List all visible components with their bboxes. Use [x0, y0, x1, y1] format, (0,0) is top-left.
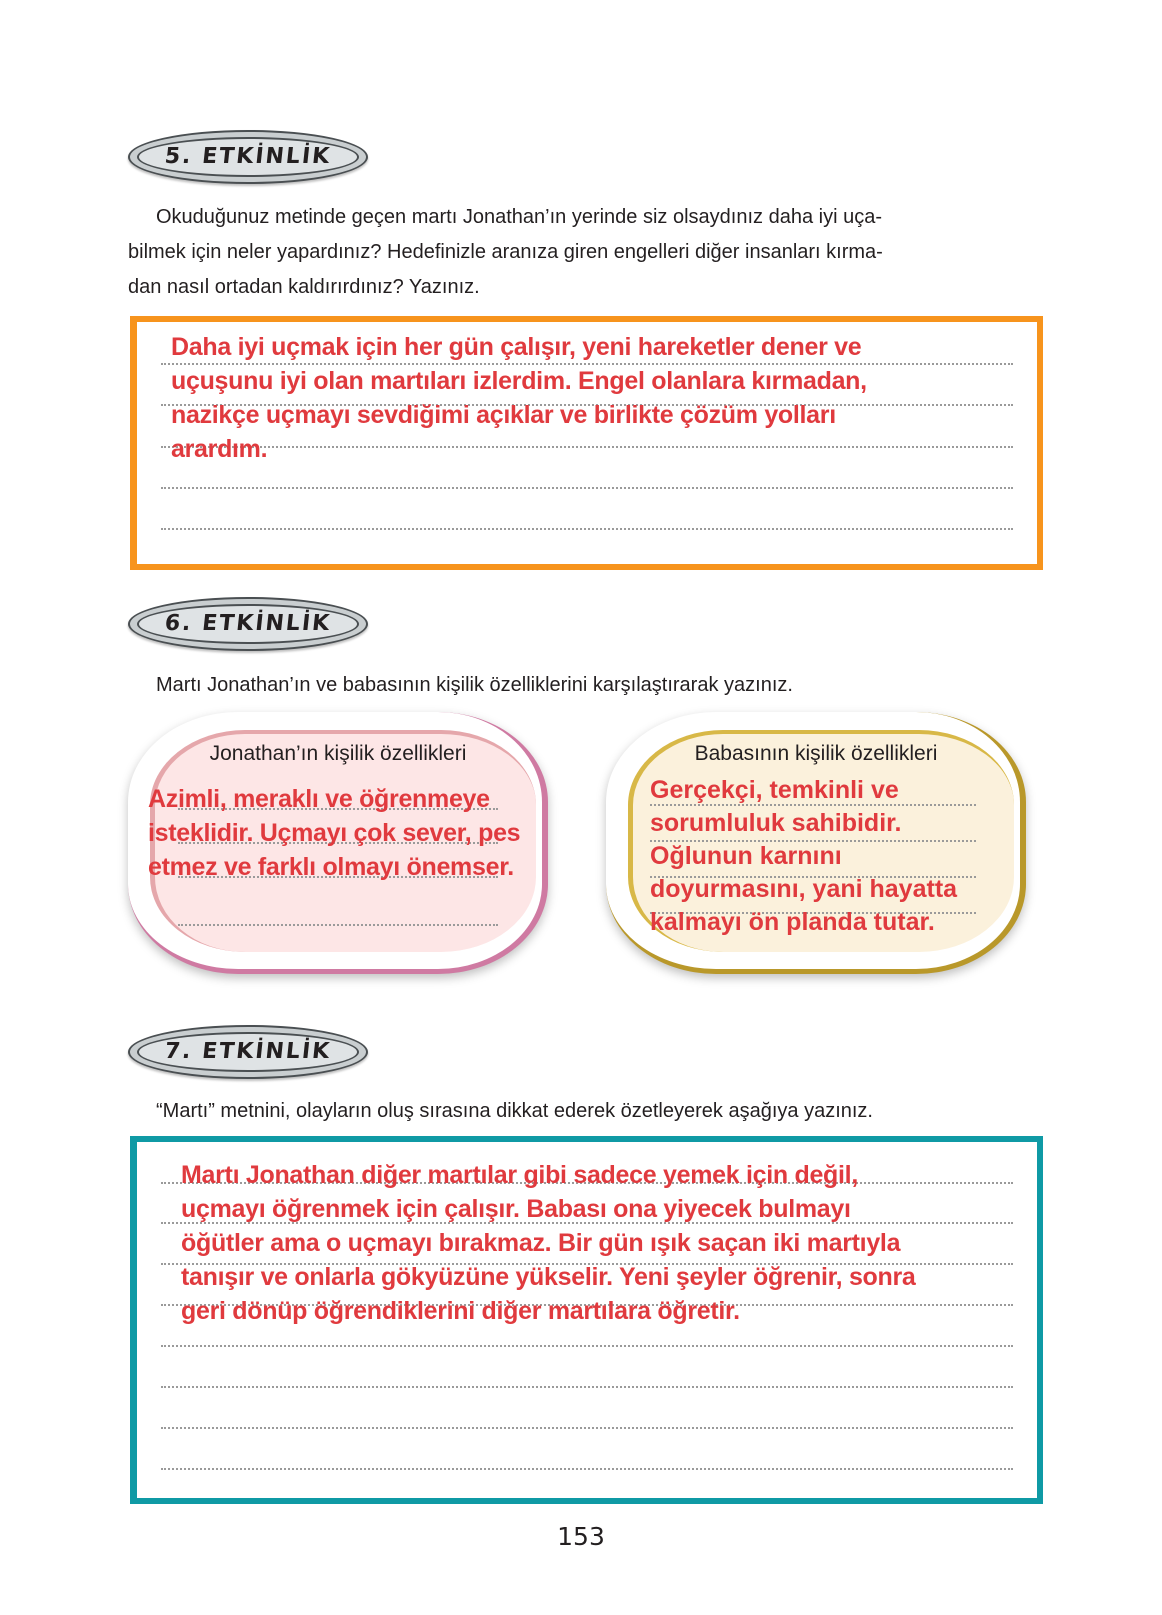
writing-line — [161, 1427, 1013, 1429]
answer-line: nazikçe uçmayı sevdiğimi açıklar ve birlikte çözüm yolları — [171, 401, 836, 429]
activity-6-badge — [128, 597, 368, 651]
answer-line: isteklidir. Uçmayı çok sever, pes — [148, 819, 521, 847]
answer-line: uçuşunu iyi olan martıları izlerdim. Engel olanlara kırmadan, — [171, 367, 867, 395]
instruction-line: dan nasıl ortadan kaldırırdınız? Yazınız. — [128, 276, 480, 298]
answer-line: uçmayı öğrenmek için çalışır. Babası ona yiyecek bulmayı — [181, 1195, 851, 1223]
jonathan-traits-bubble[interactable] — [128, 712, 548, 974]
activity-5-answer-box[interactable] — [130, 316, 1043, 570]
writing-line — [161, 487, 1013, 489]
writing-line — [178, 924, 498, 926]
activity-6-title: 6. ETKİNLİK — [163, 611, 333, 636]
activity-5-instruction — [128, 200, 1036, 305]
activity-7-answer — [181, 1158, 916, 1328]
answer-line: etmez ve farklı olmayı önemser. — [148, 853, 514, 881]
activity-7-answer-box[interactable] — [130, 1136, 1043, 1504]
father-traits-bubble[interactable] — [606, 712, 1026, 974]
instruction-line: Okuduğunuz metinde geçen martı Jonathan’ın yerinde siz olsaydınız daha iyi uça- — [156, 206, 882, 228]
father-traits-title: Babasının kişilik özellikleri — [694, 742, 938, 765]
answer-line: doyurmasını, yani hayatta — [650, 875, 958, 903]
activity-5-answer — [171, 330, 867, 466]
answer-line: arardım. — [171, 435, 268, 463]
answer-line: Gerçekçi, temkinli ve — [650, 776, 899, 804]
answer-line: geri dönüp öğrendiklerini diğer martılara öğretir. — [181, 1297, 740, 1325]
answer-line: Martı Jonathan diğer martılar gibi sadece yemek için değil, — [181, 1161, 858, 1189]
answer-line: Azimli, meraklı ve öğrenmeye — [148, 785, 490, 813]
instruction-line: bilmek için neler yapardınız? Hedefinizle aranıza giren engelleri diğer insanları kırma- — [128, 241, 883, 263]
activity-6-instruction: Martı Jonathan’ın ve babasının kişilik özelliklerini karşılaştırarak yazınız. — [156, 674, 793, 696]
jonathan-traits-title: Jonathan’ın kişilik özellikleri — [209, 742, 467, 765]
activity-7-instruction: “Martı” metnini, olayların oluş sırasına dikkat ederek özetleyerek aşağıya yazınız. — [156, 1100, 873, 1122]
activity-7-title: 7. ETKİNLİK — [163, 1039, 333, 1064]
writing-line — [161, 1468, 1013, 1470]
writing-line — [161, 1386, 1013, 1388]
activity-5-title: 5. ETKİNLİK — [163, 144, 333, 169]
answer-line: kalmayı ön planda tutar. — [650, 908, 935, 936]
page-number: 153 — [557, 1522, 605, 1551]
writing-line — [161, 1345, 1013, 1347]
answer-line: sorumluluk sahibidir. — [650, 809, 902, 837]
answer-line: Oğlunun karnını — [650, 842, 842, 870]
answer-line: tanışır ve onlarla gökyüzüne yükselir. Yeni şeyler öğrenir, sonra — [181, 1263, 916, 1291]
activity-7-badge — [128, 1025, 368, 1079]
activity-5-badge — [128, 130, 368, 184]
father-traits-answer — [650, 774, 957, 939]
jonathan-traits-answer — [148, 782, 520, 884]
answer-line: Daha iyi uçmak için her gün çalışır, yeni hareketler dener ve — [171, 333, 862, 361]
answer-line: öğütler ama o uçmayı bırakmaz. Bir gün ışık saçan iki martıyla — [181, 1229, 901, 1257]
writing-line — [161, 528, 1013, 530]
